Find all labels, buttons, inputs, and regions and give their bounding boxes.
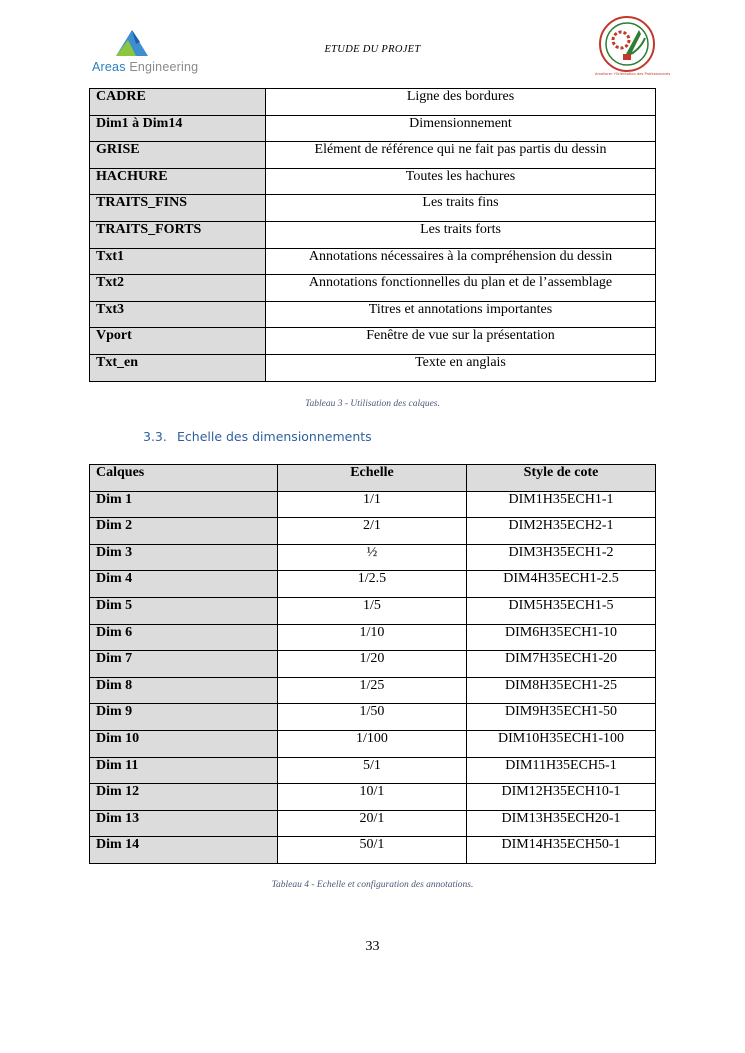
dimension-style-cell: DIM13H35ECH20-1 — [467, 810, 656, 837]
logo-text — [92, 60, 198, 74]
layer-cell: Dim 1 — [90, 491, 278, 518]
scale-table — [89, 464, 656, 864]
dimension-style-cell: DIM9H35ECH1-50 — [467, 704, 656, 731]
table-row — [90, 142, 656, 169]
layer-cell: Dim 7 — [90, 651, 278, 678]
scale-table-header-row — [90, 465, 656, 492]
layer-cell: Dim 3 — [90, 544, 278, 571]
layer-name-cell: Dim1 à Dim14 — [90, 115, 266, 142]
layer-name-cell: Txt2 — [90, 275, 266, 302]
layer-cell: Dim 10 — [90, 730, 278, 757]
scale-cell: 1/5 — [278, 597, 467, 624]
layer-cell: Dim 8 — [90, 677, 278, 704]
table-row — [90, 784, 656, 811]
layer-cell: Dim 12 — [90, 784, 278, 811]
layer-cell: Dim 9 — [90, 704, 278, 731]
layer-name-cell: TRAITS_FINS — [90, 195, 266, 222]
table-row — [90, 89, 656, 116]
scale-cell: 5/1 — [278, 757, 467, 784]
scale-cell: 1/20 — [278, 651, 467, 678]
triangle-logo-icon — [92, 22, 202, 62]
layer-name-cell: HACHURE — [90, 168, 266, 195]
layer-cell: Dim 13 — [90, 810, 278, 837]
table-row — [90, 757, 656, 784]
table-3-caption: Tableau 3 - Utilisation des calques. — [305, 399, 440, 409]
layer-name-cell: Txt3 — [90, 301, 266, 328]
table-row — [90, 651, 656, 678]
scale-cell: 1/10 — [278, 624, 467, 651]
scale-cell: 1/25 — [278, 677, 467, 704]
column-header-echelle: Echelle — [278, 465, 467, 492]
layer-name-cell: CADRE — [90, 89, 266, 116]
dimension-style-cell: DIM12H35ECH10-1 — [467, 784, 656, 811]
seal-caption: Ameliorer l'Orientation des Professionnels — [595, 72, 671, 76]
table-row — [90, 810, 656, 837]
table-row — [90, 730, 656, 757]
dimension-style-cell: DIM1H35ECH1-1 — [467, 491, 656, 518]
layer-cell: Dim 6 — [90, 624, 278, 651]
layer-usage-cell: Toutes les hachures — [266, 168, 656, 195]
layer-name-cell: GRISE — [90, 142, 266, 169]
layer-usage-cell: Annotations fonctionnelles du plan et de l’assemblage — [266, 275, 656, 302]
layer-name-cell: Txt1 — [90, 248, 266, 275]
table-row — [90, 597, 656, 624]
scale-cell: ½ — [278, 544, 467, 571]
table-row — [90, 624, 656, 651]
layer-usage-cell: Les traits forts — [266, 221, 656, 248]
table-row — [90, 301, 656, 328]
table-row — [90, 491, 656, 518]
scale-cell: 10/1 — [278, 784, 467, 811]
table-row — [90, 248, 656, 275]
scale-cell: 1/2.5 — [278, 571, 467, 598]
logo-word-engineering: Engineering — [129, 60, 199, 74]
table-row — [90, 544, 656, 571]
table-row — [90, 571, 656, 598]
layer-name-cell: Txt_en — [90, 354, 266, 381]
dimension-style-cell: DIM2H35ECH2-1 — [467, 518, 656, 545]
table-4-caption: Tableau 4 - Echelle et configuration des annotations. — [271, 880, 474, 890]
layer-usage-cell: Ligne des bordures — [266, 89, 656, 116]
section-title: Echelle des dimensionnements — [177, 429, 372, 444]
dimension-style-cell: DIM8H35ECH1-25 — [467, 677, 656, 704]
layer-cell: Dim 14 — [90, 837, 278, 864]
column-header-style-de-cote: Style de cote — [467, 465, 656, 492]
layer-cell: Dim 2 — [90, 518, 278, 545]
table-row — [90, 837, 656, 864]
school-seal-logo — [595, 14, 671, 80]
dimension-style-cell: DIM5H35ECH1-5 — [467, 597, 656, 624]
dimension-style-cell: DIM11H35ECH5-1 — [467, 757, 656, 784]
table-row — [90, 115, 656, 142]
dimension-style-cell: DIM7H35ECH1-20 — [467, 651, 656, 678]
scale-cell: 1/1 — [278, 491, 467, 518]
layer-name-cell: TRAITS_FORTS — [90, 221, 266, 248]
section-heading — [143, 429, 372, 444]
dimension-style-cell: DIM4H35ECH1-2.5 — [467, 571, 656, 598]
section-number: 3.3. — [143, 429, 167, 444]
table-row — [90, 518, 656, 545]
dimension-style-cell: DIM3H35ECH1-2 — [467, 544, 656, 571]
layer-usage-cell: Dimensionnement — [266, 115, 656, 142]
page-header — [0, 0, 745, 88]
layers-table — [89, 88, 656, 382]
layer-usage-cell: Texte en anglais — [266, 354, 656, 381]
table-row — [90, 354, 656, 381]
scale-cell: 2/1 — [278, 518, 467, 545]
scale-cell: 50/1 — [278, 837, 467, 864]
header-title: ETUDE DU PROJET — [324, 44, 421, 55]
table-row — [90, 168, 656, 195]
scale-cell: 20/1 — [278, 810, 467, 837]
layer-cell: Dim 5 — [90, 597, 278, 624]
page-number: 33 — [365, 939, 380, 954]
table-row — [90, 328, 656, 355]
layer-usage-cell: Elément de référence qui ne fait pas partis du dessin — [266, 142, 656, 169]
table-row — [90, 704, 656, 731]
dimension-style-cell: DIM6H35ECH1-10 — [467, 624, 656, 651]
logo-word-areas: Areas — [92, 60, 126, 74]
table-row — [90, 221, 656, 248]
seal-icon — [595, 14, 671, 80]
dimension-style-cell: DIM10H35ECH1-100 — [467, 730, 656, 757]
scale-cell: 1/100 — [278, 730, 467, 757]
table-row — [90, 677, 656, 704]
layer-usage-cell: Titres et annotations importantes — [266, 301, 656, 328]
layer-usage-cell: Les traits fins — [266, 195, 656, 222]
table-row — [90, 195, 656, 222]
dimension-style-cell: DIM14H35ECH50-1 — [467, 837, 656, 864]
table-row — [90, 275, 656, 302]
column-header-calques: Calques — [90, 465, 278, 492]
layer-name-cell: Vport — [90, 328, 266, 355]
layer-cell: Dim 4 — [90, 571, 278, 598]
layer-cell: Dim 11 — [90, 757, 278, 784]
scale-cell: 1/50 — [278, 704, 467, 731]
layer-usage-cell: Annotations nécessaires à la compréhension du dessin — [266, 248, 656, 275]
layer-usage-cell: Fenêtre de vue sur la présentation — [266, 328, 656, 355]
